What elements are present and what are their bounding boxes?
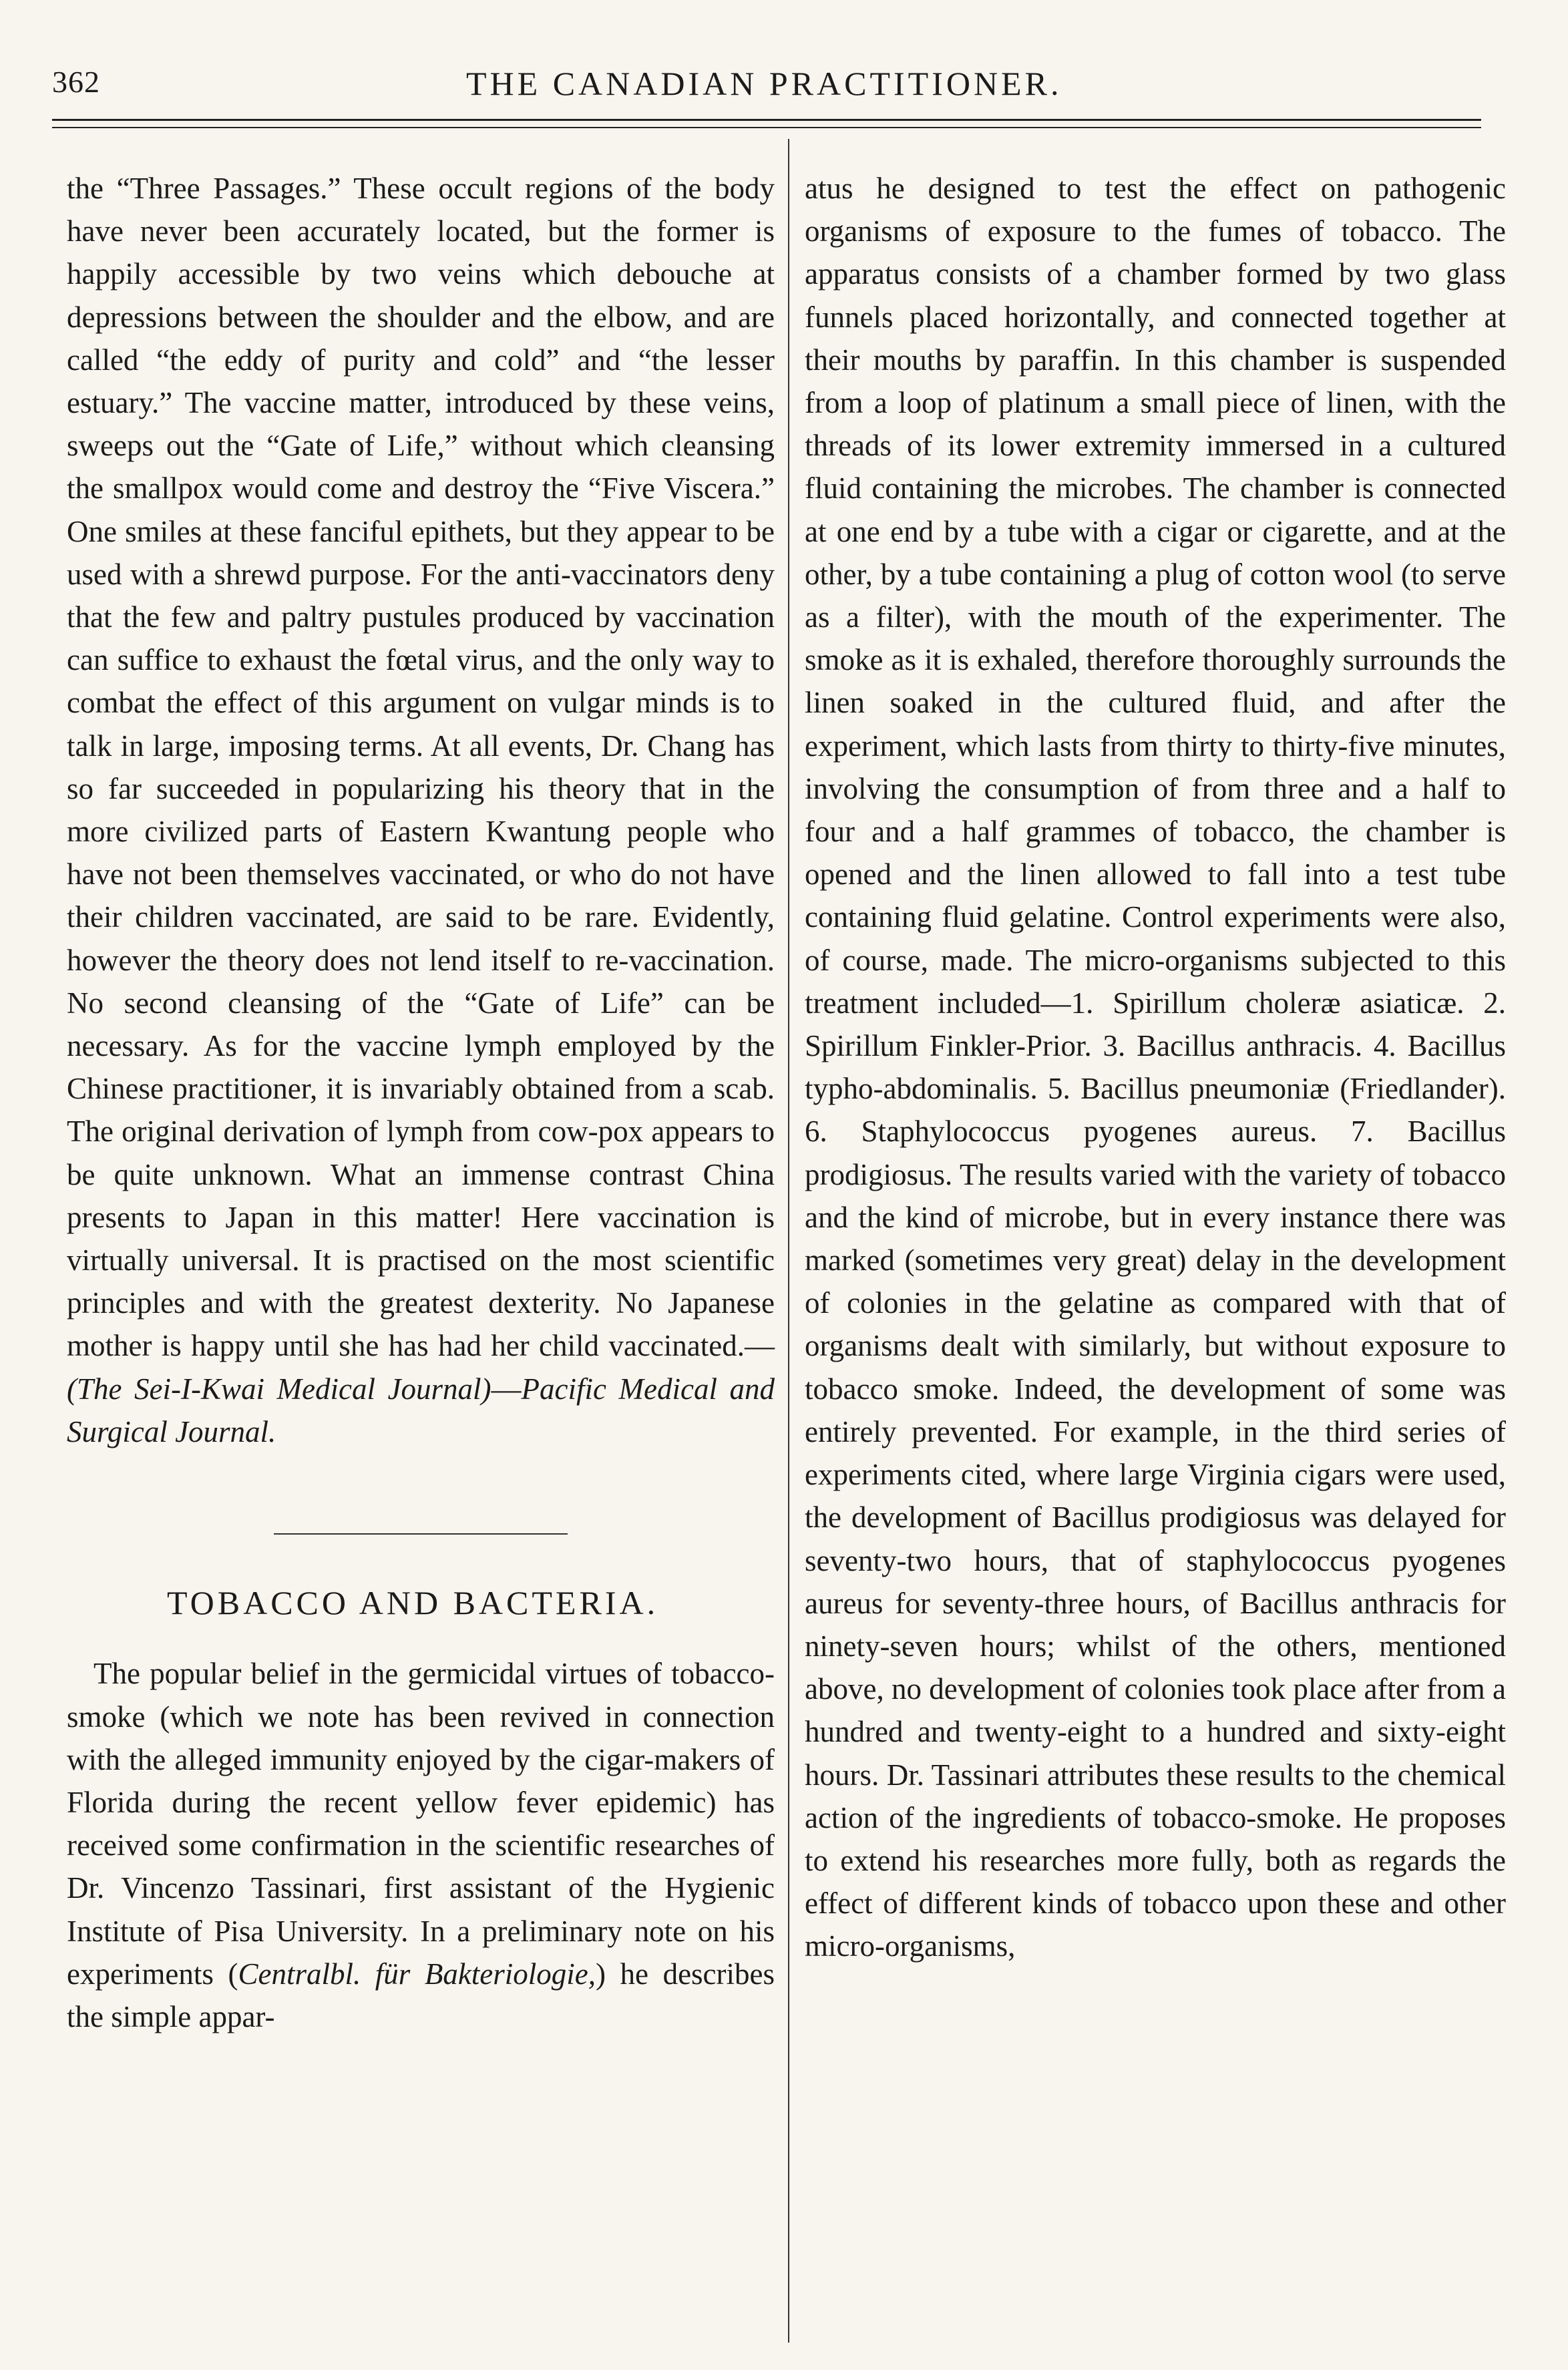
citation-dash: — [491,1372,522,1406]
page-header [52,64,1481,107]
continued-paragraph [67,167,775,1453]
right-column-paragraph: atus he designed to test the effect on pathogenic organisms of exposure to the fumes of tobacco. The apparatus consists of a chamber formed by two glass funnels placed horizontally, and connected together at their mouths by paraffin. In this chamber is suspended from a loop of platinum a small piece of linen, with the threads of its lower extremity immersed in a cultured fluid containing the microbes. The chamber is connected at one end by a tube with a cigar or cigarette, and at the other, by a tube containing a plug of cotton wool (to serve as a filter), with the mouth of the experimenter. The smoke as it is exhaled, therefore thoroughly surrounds the linen soaked in the cultured fluid, and after the experiment, which lasts from thirty to thirty-five minutes, involving the consumption of from three and a half to four and a half grammes of tobacco, the chamber is opened and the linen allowed to fall into a test tube containing fluid gelatine. Control experiments were also, of course, made. The micro-organisms subjected to this treatment included—1. Spirillum choleræ asiaticæ. 2. Spirillum Finkler-Prior. 3. Bacillus anthracis. 4. Bacillus typho-abdominalis. 5. Bacillus pneumoniæ (Friedlander). 6. Staphylococcus pyogenes aureus. 7. Bacillus prodigiosus. The results varied with the variety of tobacco and the kind of microbe, but in every instance there was marked (sometimes very great) delay in the development of colonies in the gelatine as compared with that of organisms dealt with similarly, but without exposure to tobacco smoke. Indeed, the development of some was entirely prevented. For example, in the third series of experiments cited, where large Virginia cigars were used, the development of Bacillus prodigiosus was delayed for seventy-two hours, that of staphylococcus pyogenes aureus for seventy-three hours, of Bacillus anthracis for ninety-seven hours; whilst of the others, mentioned above, no development of colonies took place after from a hundred and twenty-eight to a hundred and sixty-eight hours. Dr. Tassinari attributes these results to the chemical action of the ingredients of tobacco-smoke. He proposes to extend his researches more fully, both as regards the effect of different kinds of tobacco upon these and other micro-organisms, [805,172,1506,1963]
header-rule [52,119,1481,121]
article-paragraph-end: ) he describes the simple appar- [67,1957,775,2033]
running-head: THE CANADIAN PRACTITIONER. [466,65,1062,102]
header-rule-secondary [52,127,1481,128]
page-number: 362 [52,65,100,99]
column-divider [788,139,789,2343]
article-title: TOBACCO AND BACTERIA. [167,1584,659,1622]
article-paragraph [67,1652,775,2038]
right-column [805,167,1506,1968]
article-separator [274,1533,568,1535]
continued-paragraph-text: the “Three Passages.” These occult regions of the body have never been accurately located, but the former is happily accessible by two veins which debouche at depressions between the shoulder and the elbow, and are called “the eddy of purity and cold” and “the lesser estuary.” The vaccine matter, introduced by these veins, sweeps out the “Gate of Life,” without which cleansing the smallpox would come and destroy the “Five Viscera.” One smiles at these fanciful epithets, but they appear to be used with a shrewd purpose. For the anti-vaccinators deny that the few and paltry pustules produced by vaccination can suffice to exhaust the fœtal virus, and the only way to combat the effect of this argument on vulgar minds is to talk in large, imposing terms. At all events, Dr. Chang has so far succeeded in popularizing his theory that in the more civilized parts of Eastern Kwantung people who have not been themselves vaccinated, or who do not have their children vaccinated, are said to be rare. Evidently, however the theory does not lend itself to re-vaccination. No second cleansing of the “Gate of Life” can be necessary. As for the vaccine lymph employed by the Chinese practitioner, it is invariably obtained from a scab. The original derivation of lymph from cow-pox appears to be quite unknown. What an immense contrast China presents to Japan in this matter! Here vaccination is virtually universal. It is practised on the most scientific principles and with the greatest dexterity. No Japanese mother is happy until she has had her child vaccinated.— [67,172,775,1363]
article-paragraph-text: The popular belief in the germicidal virtues of tobacco-smoke (which we note has been revived in connection with the alleged immunity enjoyed by the cigar-makers of Florida during the recent yellow fever epidemic) has received some confirmation in the scientific researches of Dr. Vincenzo Tassinari, first assistant of the Hygienic Institute of Pisa University. In a preliminary note on his experiments ( [67,1657,775,1991]
left-column [67,167,775,2038]
article-citation: Centralbl. für Bakteriologie, [238,1957,596,1991]
citation-source: Pacific Medical and Surgical Journal. [67,1372,775,1448]
citation-journal: (The Sei-I-Kwai Medical Journal) [67,1372,492,1406]
